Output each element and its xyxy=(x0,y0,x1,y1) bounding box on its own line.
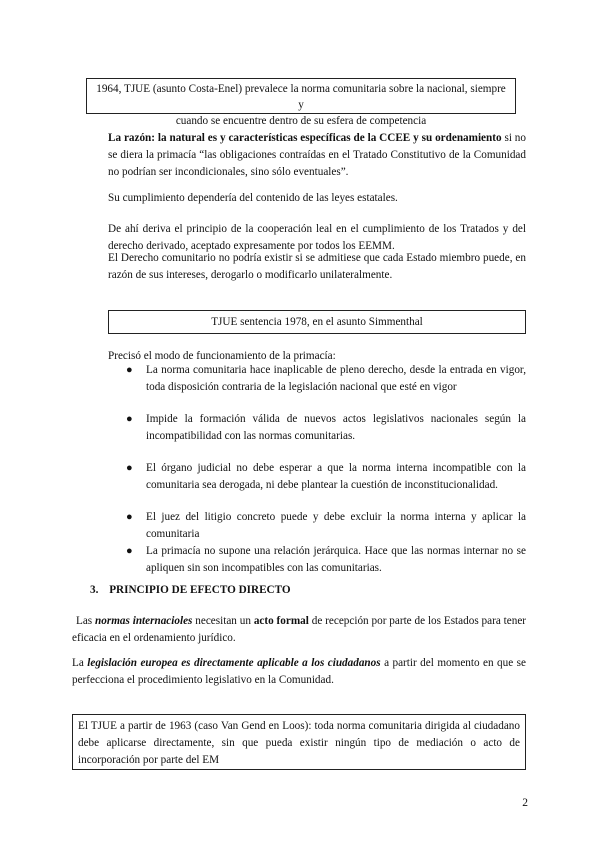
euro-bold: legislación europea es directamente aplicable a los ciudadanos xyxy=(87,657,381,669)
costa-enel-line-1: 1964, TJUE (asunto Costa-Enel) prevalece la norma comunitaria sobre la nacional, siempre y xyxy=(96,83,506,111)
intl-bold-1: normas internacioles xyxy=(95,615,193,627)
euro-pre: La xyxy=(72,657,88,669)
european-legislation-paragraph xyxy=(72,655,526,689)
simmenthal-box xyxy=(108,310,526,334)
intl-post: de recepción por parte de los Estados para tener eficacia en el ordenamiento jurídico. xyxy=(72,615,527,644)
international-norms-paragraph xyxy=(72,613,526,647)
bullet-text: El juez del litigio concreto puede y debe excluir la norma interna y aplicar la comunitaria xyxy=(146,511,526,540)
community-law-paragraph: El Derecho comunitario no podría existir si se admitiese que cada Estado miembro puede, en razón de sus intereses, derogarlo o modificarlo unilateralmente. xyxy=(108,252,526,281)
bullet-dot-icon: ● xyxy=(126,413,133,425)
bullet-item xyxy=(112,509,526,543)
page-number: 2 xyxy=(522,797,528,809)
bullet-item xyxy=(112,460,526,494)
van-gend-text: El TJUE a partir de 1963 (caso Van Gend en Loos): toda norma comunitaria dirigida al ciudadano debe aplicarse directamente, sin que pueda existir ningún tipo de mediación o acto de incorporación por parte del EM xyxy=(78,720,520,766)
bullet-item xyxy=(112,362,526,396)
reason-paragraph xyxy=(108,130,526,181)
intl-mid: necesitan un xyxy=(192,615,254,627)
precise-paragraph: Precisó el modo de funcionamiento de la primacía: xyxy=(108,350,336,362)
primacy-bullet-list xyxy=(112,362,526,577)
bullet-dot-icon: ● xyxy=(126,545,133,557)
reason-rest: si no se diera la primacía “las obligaciones contraídas en el Tratado Constitutivo de la Comunidad no podrían ser incondicionales, sino sólo eventuales”. xyxy=(108,132,526,178)
bullet-text: La primacía no supone una relación jerárquica. Hace que las normas internar no se apliquen sin son incompatibles con las comunitarias. xyxy=(146,545,526,574)
simmenthal-text: TJUE sentencia 1978, en el asunto Simmenthal xyxy=(211,316,423,328)
intl-pre: Las xyxy=(76,615,96,627)
section-title: PRINCIPIO DE EFECTO DIRECTO xyxy=(109,584,291,596)
bullet-dot-icon: ● xyxy=(126,511,133,523)
intl-bold-2: acto formal xyxy=(253,615,309,627)
bullet-text: Impide la formación válida de nuevos actos legislativos nacionales según la incompatibilidad con las normas comunitarias. xyxy=(146,413,526,442)
costa-enel-line-2: cuando se encuentre dentro de su esfera de competencia xyxy=(175,115,427,127)
bullet-item xyxy=(112,543,526,577)
section-heading xyxy=(90,582,291,599)
bullet-text: El órgano judicial no debe esperar a que la norma interna incompatible con la comunitaria sea derogada, ni debe plantear la cuestión de inconstitucionalidad. xyxy=(146,462,526,491)
van-gend-box xyxy=(72,714,526,770)
reason-bold: La razón: la natural es y características específicas de la CCEE y su ordenamiento xyxy=(108,132,502,144)
bullet-text: La norma comunitaria hace inaplicable de pleno derecho, desde la entrada en vigor, toda disposición contraria de la legislación nacional que esté en vigor xyxy=(146,364,526,393)
compliance-paragraph: Su cumplimiento dependería del contenido de las leyes estatales. xyxy=(108,192,398,204)
bullet-dot-icon: ● xyxy=(126,462,133,474)
cooperation-paragraph: De ahí deriva el principio de la cooperación leal en el cumplimiento de los Tratados y del derecho derivado, aceptado expresamente por todos los EEMM. xyxy=(108,223,526,252)
costa-enel-box xyxy=(86,78,516,127)
section-number: 3. xyxy=(90,584,99,596)
euro-post: a partir del momento en que se perfecciona el procedimiento legislativo en la Comunidad. xyxy=(72,657,526,686)
bullet-dot-icon: ● xyxy=(126,364,133,376)
bullet-item xyxy=(112,411,526,445)
